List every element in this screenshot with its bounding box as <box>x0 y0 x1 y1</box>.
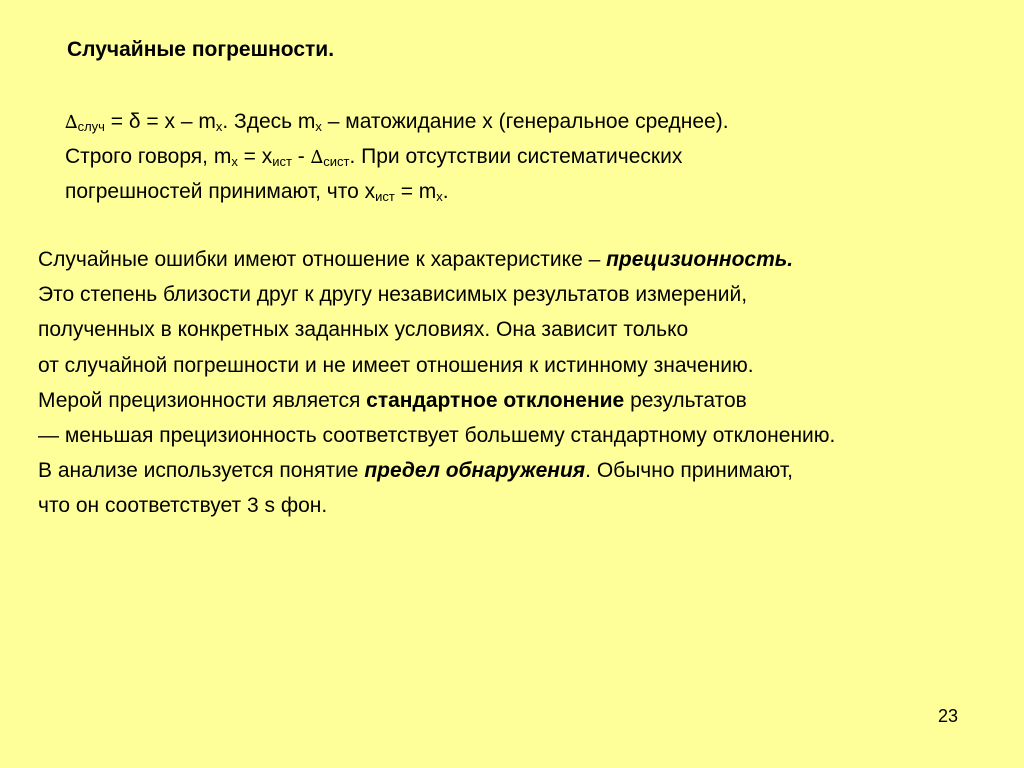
subscript: ист <box>375 189 395 204</box>
text-line-7 <box>38 453 835 488</box>
text-line-1 <box>38 242 835 277</box>
text-fragment: результатов <box>624 388 747 412</box>
formula-line-1 <box>65 105 729 140</box>
text-line-5 <box>38 383 835 418</box>
subscript: случ <box>77 119 105 134</box>
formula-text: = m <box>394 180 437 203</box>
formula-line-3 <box>65 175 729 209</box>
delta-symbol: ∆ <box>310 147 324 168</box>
text-fragment: Случайные ошибки имеют отношение к характеристике – <box>38 248 607 271</box>
subscript: x <box>315 119 322 134</box>
text-line-6: — меньшая прецизионность соответствует большему стандартному отклонению. <box>38 424 836 448</box>
subscript: ист <box>272 154 292 169</box>
text-fragment: Мерой прецизионности является <box>38 388 367 412</box>
term-precision: прецизионность. <box>606 248 794 271</box>
subscript: x <box>231 154 238 169</box>
subscript: сист <box>323 154 350 169</box>
text-line-2: Это степень близости друг к другу независимых результатов измерений, <box>38 283 748 307</box>
main-text-block <box>38 242 835 524</box>
text-fragment: . Обычно принимают, <box>585 459 793 483</box>
formula-text: - <box>291 145 311 168</box>
text-line-4: от случайной погрешности и не имеет отношения к истинному значению. <box>38 353 754 377</box>
formula-text: = δ = x – m <box>104 110 216 133</box>
text-line-3: полученных в конкретных заданных условиях. Она зависит только <box>38 318 689 342</box>
formula-text: = x <box>237 145 273 168</box>
formula-text: Строго говоря, m <box>65 145 232 168</box>
formula-text: погрешностей принимают, что x <box>65 180 376 203</box>
term-standard-deviation: стандартное отклонение <box>366 388 625 412</box>
subscript: x <box>436 189 443 204</box>
delta-symbol: ∆ <box>65 112 78 133</box>
text-fragment: В анализе используется понятие <box>38 459 365 483</box>
formula-text: . <box>442 180 449 203</box>
formula-line-2 <box>65 140 729 175</box>
formula-text: . При отсутствии систематических <box>349 145 683 168</box>
subscript: x <box>215 119 223 134</box>
formula-text: . Здесь m <box>222 110 316 133</box>
slide-title: Случайные погрешности. <box>67 38 335 61</box>
page-number: 23 <box>938 706 959 726</box>
term-detection-limit: предел обнаружения <box>364 459 586 483</box>
formula-block <box>65 105 729 209</box>
text-line-8: что он соответствует 3 s фон. <box>38 494 328 518</box>
formula-text: – матожидание x (генеральное среднее). <box>321 110 729 133</box>
